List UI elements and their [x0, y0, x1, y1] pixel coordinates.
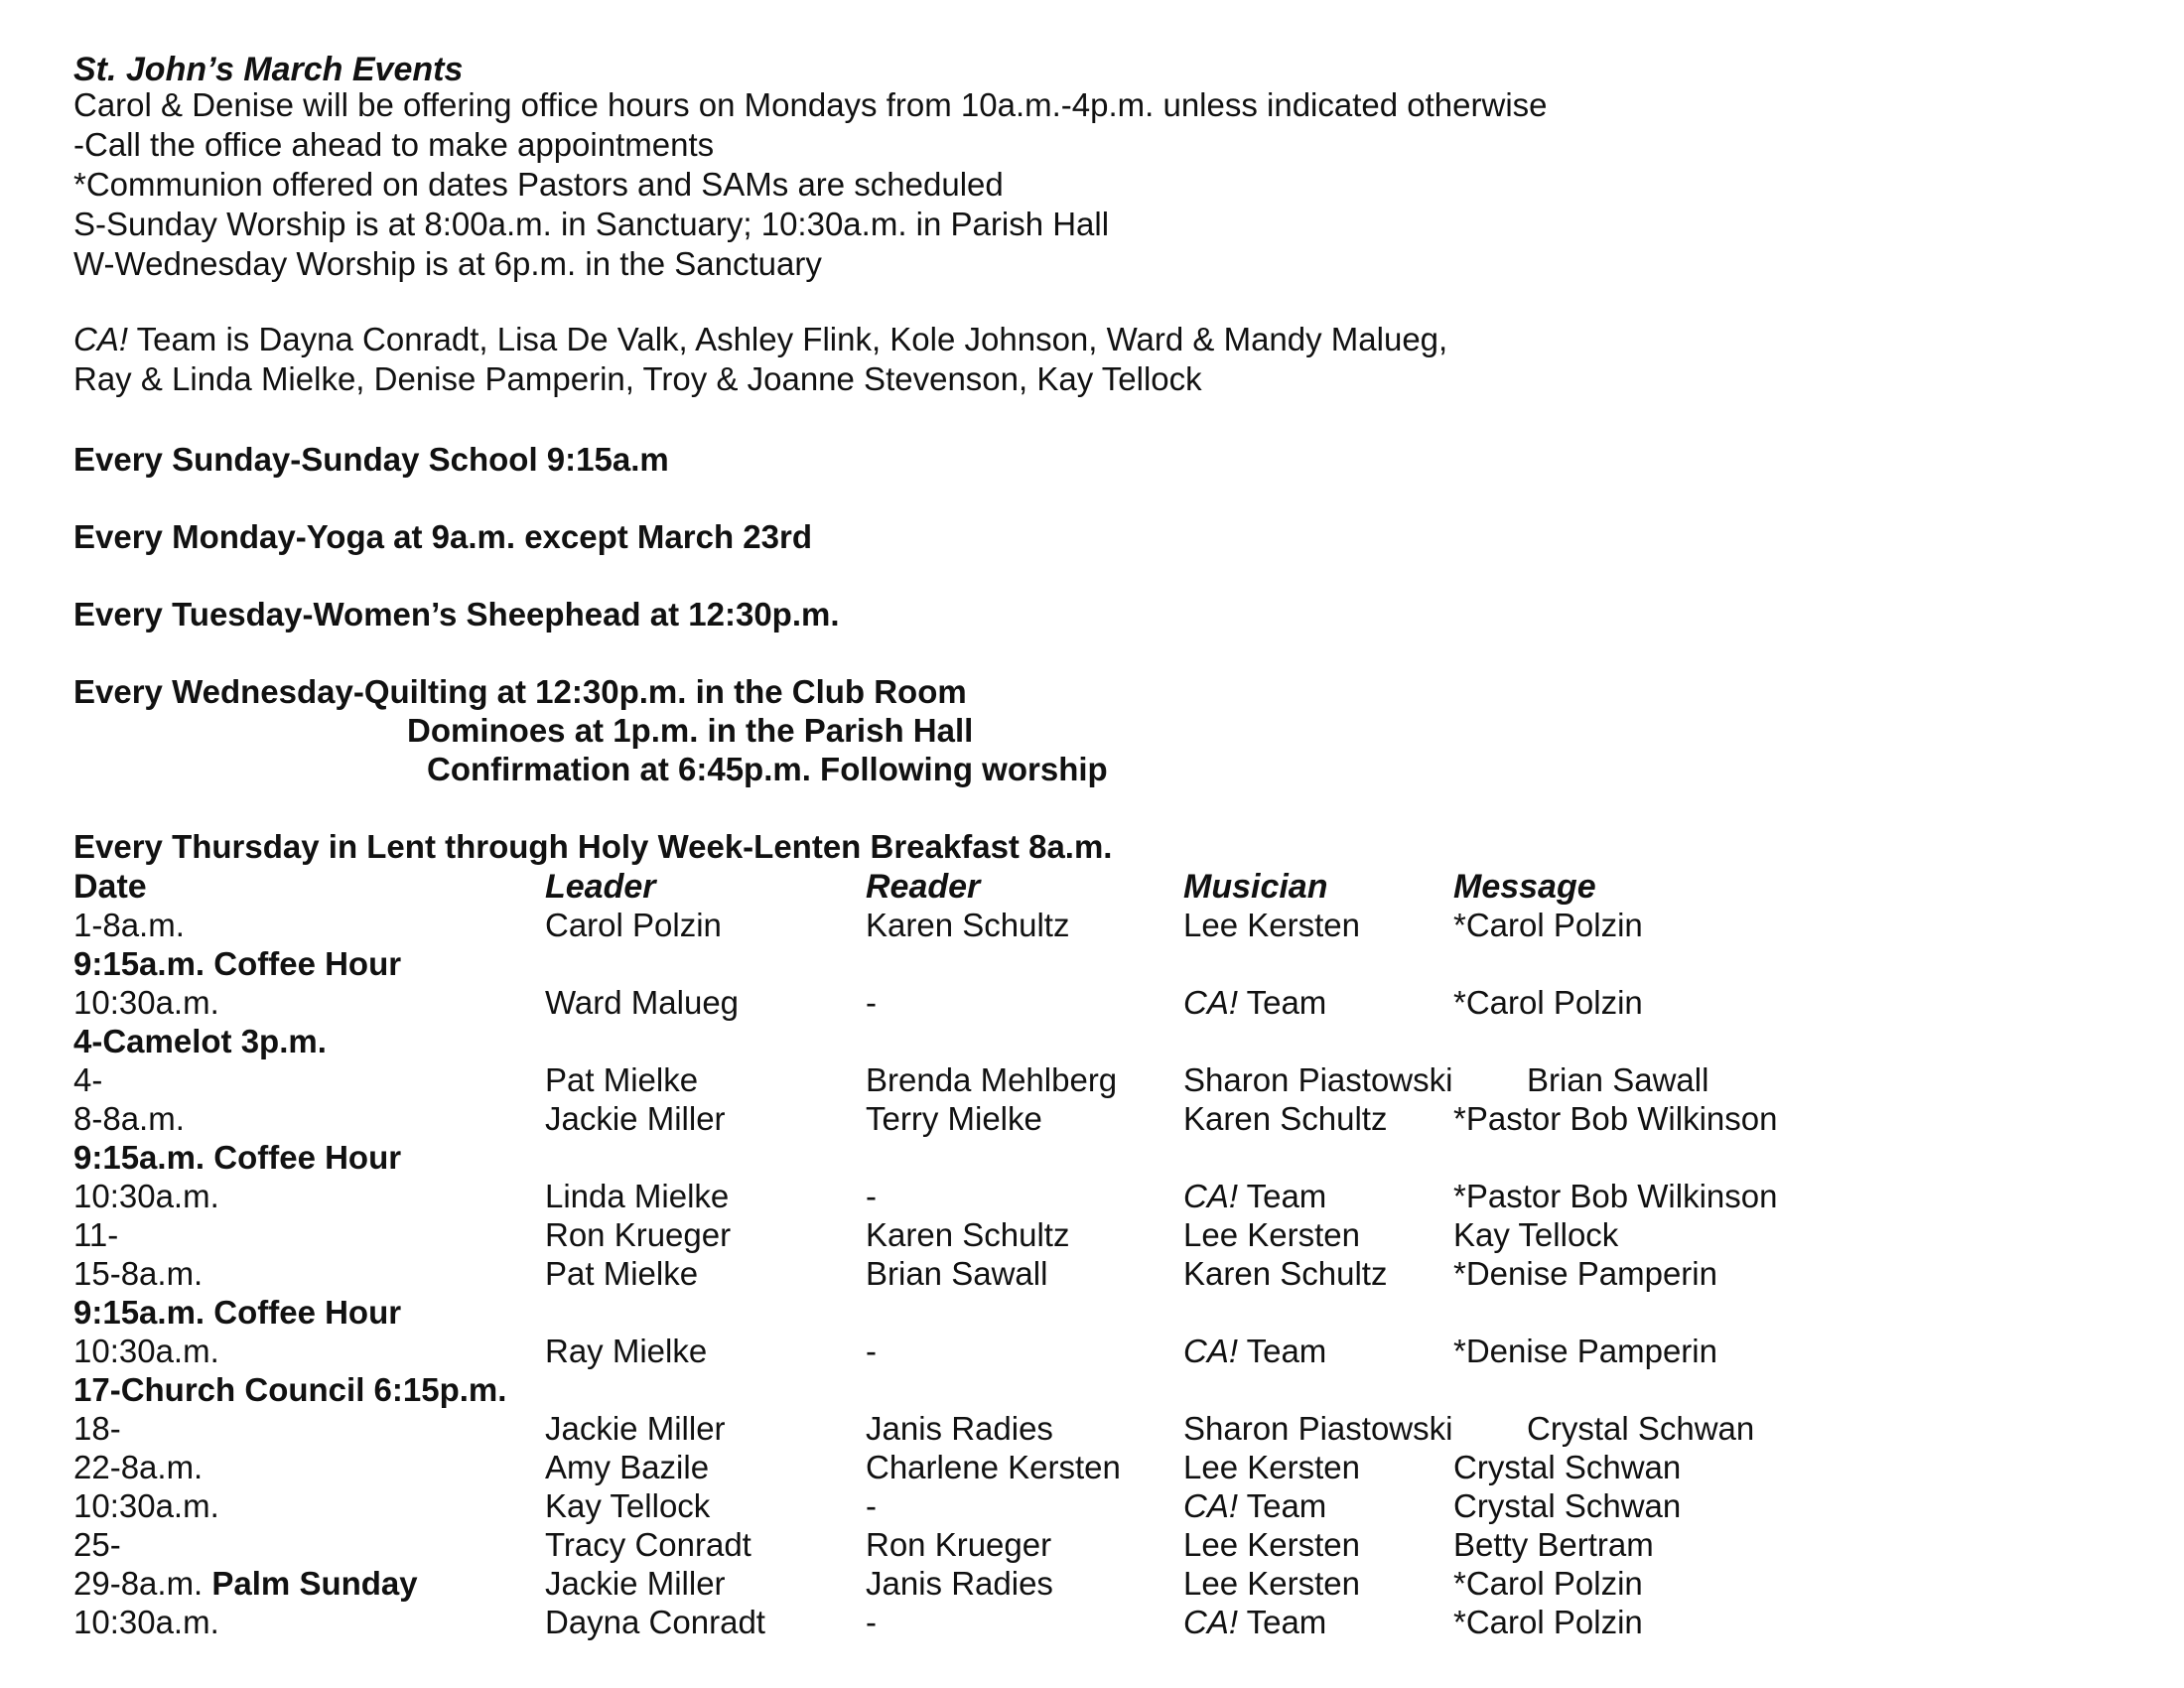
weekly-tuesday: Every Tuesday-Women’s Sheephead at 12:30p.m.	[73, 596, 840, 633]
schedule-row	[0, 983, 2184, 1023]
row-message: *Pastor Bob Wilkinson	[1453, 1100, 1778, 1137]
row-date: 10:30a.m.	[73, 1604, 219, 1640]
intro-line-wednesday-worship: W-Wednesday Worship is at 6p.m. in the Sanctuary	[73, 245, 822, 282]
schedule-note: 9:15a.m. Coffee Hour	[73, 1294, 402, 1331]
row-leader: Jackie Miller	[545, 1565, 726, 1602]
schedule-row	[0, 1060, 2184, 1100]
row-message: *Carol Polzin	[1453, 907, 1643, 943]
ca-label: CA!	[1183, 1178, 1239, 1214]
row-date: 10:30a.m.	[73, 1487, 219, 1524]
schedule-row	[0, 906, 2184, 945]
row-musician: Karen Schultz	[1183, 1100, 1388, 1137]
row-reader: -	[866, 1333, 877, 1369]
ca-label: CA!	[1183, 984, 1239, 1021]
row-date	[73, 1564, 418, 1604]
header-leader: Leader	[545, 868, 656, 906]
row-reader: Janis Radies	[866, 1565, 1053, 1602]
row-date-time: 29-8a.m.	[73, 1565, 204, 1602]
team-label: Team	[1238, 1333, 1327, 1369]
weekly-wednesday: Every Wednesday-Quilting at 12:30p.m. in the Club Room	[73, 673, 967, 710]
team-label: Team	[1238, 1604, 1327, 1640]
schedule-row	[0, 1525, 2184, 1565]
intro-line-communion: *Communion offered on dates Pastors and SAMs are scheduled	[73, 166, 1004, 203]
intro-line-sunday-worship: S-Sunday Worship is at 8:00a.m. in Sanctuary; 10:30a.m. in Parish Hall	[73, 206, 1110, 242]
row-musician: Lee Kersten	[1183, 1449, 1360, 1485]
schedule-row	[0, 1254, 2184, 1294]
row-message: *Carol Polzin	[1453, 1604, 1643, 1640]
ca-team-line-1	[73, 320, 1447, 359]
row-message: *Pastor Bob Wilkinson	[1453, 1178, 1778, 1214]
row-date: 8-8a.m.	[73, 1100, 185, 1137]
row-message: *Carol Polzin	[1453, 1565, 1643, 1602]
row-date: 18-	[73, 1410, 121, 1447]
row-message: Crystal Schwan	[1527, 1410, 1755, 1447]
header-date: Date	[73, 868, 147, 906]
row-musician	[1183, 1486, 1326, 1526]
team-label: Team	[1238, 984, 1327, 1021]
row-leader: Carol Polzin	[545, 907, 722, 943]
row-musician	[1183, 983, 1326, 1023]
row-message: Crystal Schwan	[1453, 1449, 1682, 1485]
header-message: Message	[1453, 868, 1596, 906]
row-message: Betty Bertram	[1453, 1526, 1654, 1563]
schedule-row	[0, 1564, 2184, 1604]
row-leader: Jackie Miller	[545, 1410, 726, 1447]
row-reader: Terry Mielke	[866, 1100, 1042, 1137]
row-message: *Denise Pamperin	[1453, 1255, 1717, 1292]
ca-team-label: CA!	[73, 321, 129, 357]
row-leader: Jackie Miller	[545, 1100, 726, 1137]
row-musician: Lee Kersten	[1183, 1216, 1360, 1253]
header-reader: Reader	[866, 868, 981, 906]
intro-line-office-hours: Carol & Denise will be offering office hours on Mondays from 10a.m.-4p.m. unless indicated otherwise	[73, 86, 1548, 123]
row-date: 25-	[73, 1526, 121, 1563]
schedule-note: 9:15a.m. Coffee Hour	[73, 1139, 402, 1176]
palm-sunday-label: Palm Sunday	[203, 1565, 418, 1602]
weekly-thursday: Every Thursday in Lent through Holy Week-Lenten Breakfast 8a.m.	[73, 828, 1113, 865]
row-leader: Ray Mielke	[545, 1333, 708, 1369]
row-reader: Karen Schultz	[866, 907, 1070, 943]
row-reader: Charlene Kersten	[866, 1449, 1121, 1485]
row-reader: Karen Schultz	[866, 1216, 1070, 1253]
row-reader: Brenda Mehlberg	[866, 1061, 1118, 1098]
row-musician: Lee Kersten	[1183, 1565, 1360, 1602]
row-reader: Ron Krueger	[866, 1526, 1052, 1563]
schedule-row	[0, 1215, 2184, 1255]
schedule-note: 9:15a.m. Coffee Hour	[73, 945, 402, 982]
row-reader: -	[866, 984, 877, 1021]
schedule-note: 17-Church Council 6:15p.m.	[73, 1371, 507, 1408]
row-leader: Ron Krueger	[545, 1216, 732, 1253]
row-date: 11-	[73, 1216, 119, 1253]
row-leader: Kay Tellock	[545, 1487, 711, 1524]
schedule-header	[0, 867, 2184, 907]
intro-line-call-office: -Call the office ahead to make appointments	[73, 126, 715, 163]
row-musician	[1183, 1177, 1326, 1216]
weekly-wednesday-confirmation: Confirmation at 6:45p.m. Following worship	[427, 751, 1108, 787]
row-date: 10:30a.m.	[73, 984, 219, 1021]
schedule-note: 4-Camelot 3p.m.	[73, 1023, 327, 1059]
row-reader: Brian Sawall	[866, 1255, 1048, 1292]
row-leader: Ward Malueg	[545, 984, 740, 1021]
row-reader: Janis Radies	[866, 1410, 1053, 1447]
row-message: *Denise Pamperin	[1453, 1333, 1717, 1369]
team-label: Team	[1238, 1487, 1327, 1524]
row-reader: -	[866, 1178, 877, 1214]
schedule-row	[0, 1177, 2184, 1216]
ca-label: CA!	[1183, 1333, 1239, 1369]
schedule-row	[0, 1603, 2184, 1642]
ca-label: CA!	[1183, 1604, 1239, 1640]
ca-team-members-1: Team is Dayna Conradt, Lisa De Valk, Ashley Flink, Kole Johnson, Ward & Mandy Malueg,	[128, 321, 1448, 357]
weekly-monday: Every Monday-Yoga at 9a.m. except March 23rd	[73, 518, 812, 555]
ca-label: CA!	[1183, 1487, 1239, 1524]
row-leader: Linda Mielke	[545, 1178, 730, 1214]
row-leader: Pat Mielke	[545, 1061, 699, 1098]
row-musician	[1183, 1603, 1326, 1642]
ca-team-line-2: Ray & Linda Mielke, Denise Pamperin, Troy & Joanne Stevenson, Kay Tellock	[73, 360, 1202, 397]
row-date: 22-8a.m.	[73, 1449, 204, 1485]
team-label: Team	[1238, 1178, 1327, 1214]
row-date: 15-8a.m.	[73, 1255, 204, 1292]
row-musician: Lee Kersten	[1183, 907, 1360, 943]
row-leader: Dayna Conradt	[545, 1604, 765, 1640]
row-message: *Carol Polzin	[1453, 984, 1643, 1021]
schedule-row	[0, 1448, 2184, 1487]
weekly-sunday: Every Sunday-Sunday School 9:15a.m	[73, 441, 669, 478]
row-reader: -	[866, 1487, 877, 1524]
weekly-wednesday-dominoes: Dominoes at 1p.m. in the Parish Hall	[407, 712, 974, 749]
schedule-row	[0, 1486, 2184, 1526]
row-date: 10:30a.m.	[73, 1178, 219, 1214]
page-title: St. John’s March Events	[73, 51, 464, 88]
row-message: Brian Sawall	[1527, 1061, 1709, 1098]
row-reader: -	[866, 1604, 877, 1640]
schedule-row	[0, 1409, 2184, 1449]
row-date: 10:30a.m.	[73, 1333, 219, 1369]
row-message: Kay Tellock	[1453, 1216, 1619, 1253]
row-leader: Tracy Conradt	[545, 1526, 751, 1563]
row-message: Crystal Schwan	[1453, 1487, 1682, 1524]
row-leader: Amy Bazile	[545, 1449, 710, 1485]
row-date: 1-8a.m.	[73, 907, 185, 943]
header-musician: Musician	[1183, 868, 1328, 906]
row-musician	[1183, 1332, 1326, 1371]
row-musician: Lee Kersten	[1183, 1526, 1360, 1563]
row-musician: Sharon Piastowski	[1183, 1410, 1453, 1447]
row-date: 4-	[73, 1061, 103, 1098]
row-musician: Karen Schultz	[1183, 1255, 1388, 1292]
schedule-row	[0, 1332, 2184, 1371]
row-musician: Sharon Piastowski	[1183, 1061, 1453, 1098]
schedule-row	[0, 1099, 2184, 1139]
row-leader: Pat Mielke	[545, 1255, 699, 1292]
